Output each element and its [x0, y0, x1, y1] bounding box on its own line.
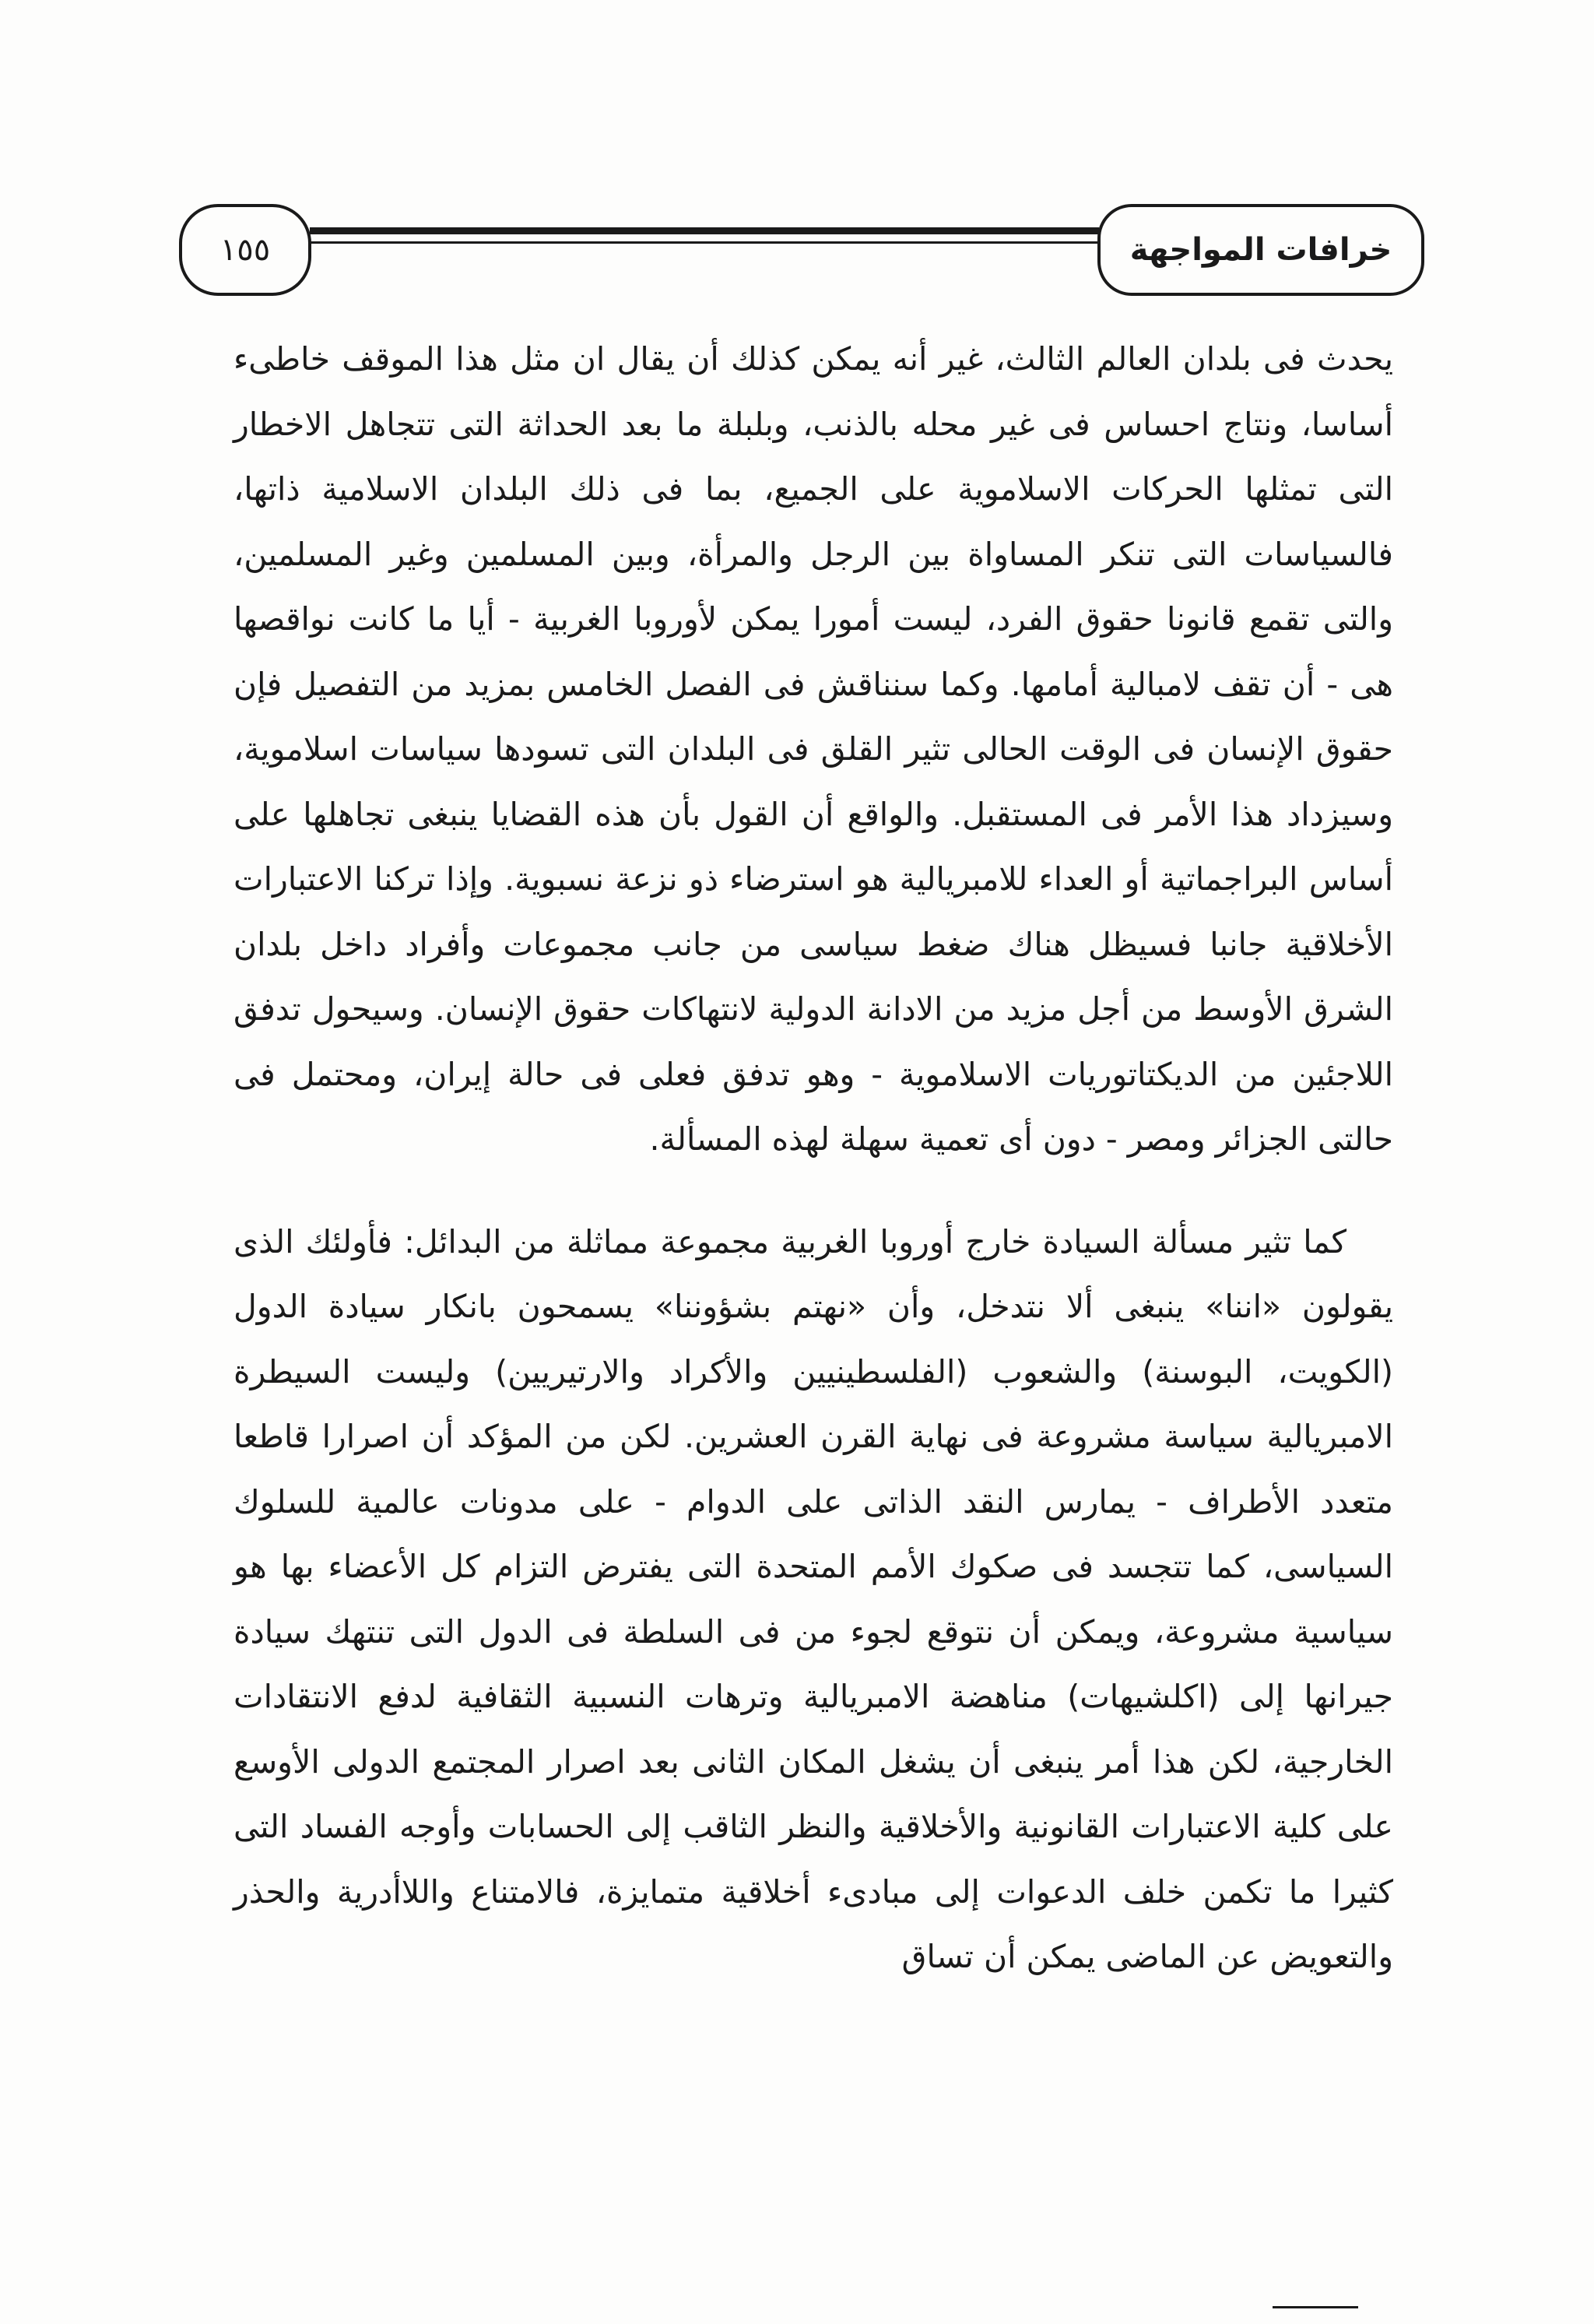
- header-rule-thick: [310, 227, 1099, 234]
- paragraph: كما تثير مسألة السيادة خارج أوروبا الغربية مجموعة مماثلة من البدائل: فأولئك الذى يقولون «اننا» ينبغى ألا نتدخل، وأن «نهتم بشؤوننا» يسمحون بانكار سيادة الدول (الكويت، البوسنة) والشعوب (الفلسطينيين والأكراد والارتيريين) وليست السيطرة الامبريالية سياسة مشروعة فى نهاية القرن العشرين. لكن من المؤكد أن اصرارا قاطعا متعدد الأطراف - يمارس النقد الذاتى على الدوام - على مدونات عالمية للسلوك السياسى، كما تتجسد فى صكوك الأمم المتحدة التى يفترض التزام كل الأعضاء بها هو سياسية مشروعة، ويمكن أن نتوقع لجوء من فى السلطة فى الدول التى تنتهك سيادة جيرانها إلى (اكلشيهات) مناهضة الامبريالية وترهات النسبية الثقافية لدفع الانتقادات الخارجية، لكن هذا أمر ينبغى أن يشغل المكان الثانى بعد اصرار المجتمع الدولى الأوسع على كلية الاعتبارات القانونية والأخلاقية والنظر الثاقب إلى الحسابات وأوجه الفساد التى كثيرا ما تكمن خلف الدعوات إلى مبادىء أخلاقية متمايزة، فالامتناع واللاأدرية والحذر والتعويض عن الماضى يمكن أن تساق: [233, 1222, 1393, 1975]
- footer-mark: [1273, 2306, 1358, 2308]
- header-rule-thin: [310, 241, 1099, 244]
- paragraph: يحدث فى بلدان العالم الثالث، غير أنه يمكن كذلك أن يقال ان مثل هذا الموقف خاطىء أساسا، ونتاج احساس فى غير محله بالذنب، وبلبلة ما بعد الحداثة التى تتجاهل الاخطار التى تمثلها الحركات الاسلاموية على الجميع، بما فى ذلك البلدان الاسلامية ذاتها، فالسياسات التى تنكر المساواة بين الرجل والمرأة، وبين المسلمين وغير المسلمين، والتى تقمع قانونا حقوق الفرد، ليست أمورا يمكن لأوروبا الغربية - أيا ما كانت نواقصها هى - أن تقف لامبالية أمامها. وكما سنناقش فى الفصل الخامس بمزيد من التفصيل فإن حقوق الإنسان فى الوقت الحالى تثير القلق فى البلدان التى تسودها سياسات اسلاموية، وسيزداد هذا الأمر فى المستقبل. والواقع أن القول بأن هذه القضايا ينبغى تجاهلها على أساس البراجماتية أو العداء للامبريالية هو استرضاء ذو نزعة نسبوية. وإذا تركنا الاعتبارات الأخلاقية جانبا فسيظل هناك ضغط سياسى من جانب مجموعات وأفراد داخل بلدان الشرق الأوسط من أجل مزيد من الادانة الدولية لانتهاكات حقوق الإنسان. وسيحول تدفق اللاجئين من الديكتاتوريات الاسلاموية - وهو تدفق فعلى فى حالة إيران، ومحتمل فى حالتى الجزائر ومصر - دون أى تعمية سهلة لهذه المسألة.: [233, 340, 1393, 1158]
- body-text: [233, 327, 1393, 1990]
- running-header: [179, 204, 1424, 305]
- page-number: ١٥٥: [179, 204, 311, 296]
- running-title: خرافات المواجهة: [1097, 204, 1424, 296]
